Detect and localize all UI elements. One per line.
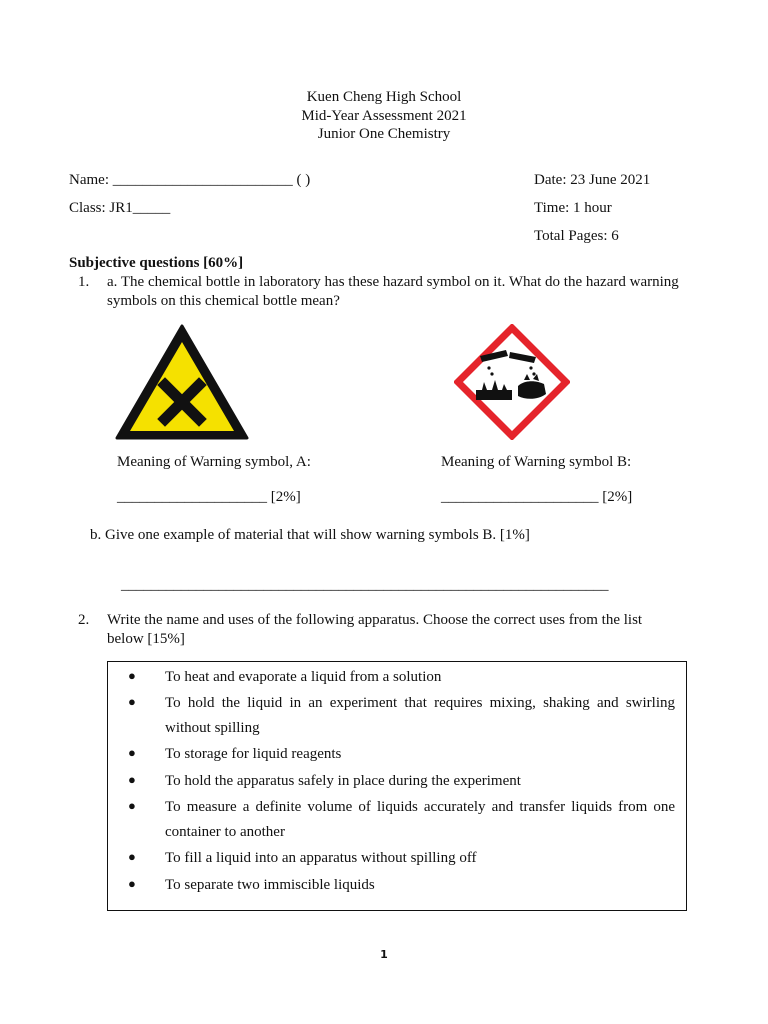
q2-number: 2. bbox=[78, 612, 90, 628]
assessment-title: Mid-Year Assessment 2021 bbox=[301, 108, 467, 124]
q1b-answer-line[interactable]: _________________________________________________________________ bbox=[121, 577, 609, 593]
exam-date: Date: 23 June 2021 bbox=[534, 172, 651, 188]
subject-title: Junior One Chemistry bbox=[317, 126, 451, 142]
q1a-text-line1: a. The chemical bottle in laboratory has these hazard symbol on it. What do the hazard warning bbox=[107, 274, 679, 290]
bullet-icon: ● bbox=[128, 798, 136, 813]
total-pages: Total Pages: 6 bbox=[534, 228, 619, 244]
bullet-icon: ● bbox=[128, 668, 136, 683]
school-name: Kuen Cheng High School bbox=[306, 89, 462, 105]
q2-text-line1: Write the name and uses of the following apparatus. Choose the correct uses from the list bbox=[107, 612, 643, 628]
symbol-b-label: Meaning of Warning symbol B: bbox=[441, 454, 632, 470]
symbol-a-label: Meaning of Warning symbol, A: bbox=[117, 454, 311, 470]
q1-number: 1. bbox=[78, 274, 90, 290]
symbol-a-answer-line[interactable]: ____________________ [2%] bbox=[117, 489, 301, 505]
q1b-text: b. Give one example of material that will show warning symbols B. [1%] bbox=[90, 527, 530, 543]
page-number: 1 bbox=[380, 948, 388, 961]
name-field: Name: ________________________ ( ) bbox=[69, 172, 311, 188]
bullet-icon: ● bbox=[128, 694, 136, 709]
bullet-icon: ● bbox=[128, 772, 136, 787]
uses-list-box: ● To heat and evaporate a liquid from a solution ● To hold the liquid in an experiment that requires mixing, shaking and swirling without spilling ● To storage for liquid reagents ● To hold the apparatus safely in place during the experiment ● To measure a definite volume of liquids accurately and transfer liquids from one container to another ● To fill a liquid into an apparatus without spilling off ● To separate two immiscible liquids bbox=[107, 661, 687, 911]
bullet-icon: ● bbox=[128, 849, 136, 864]
exam-time: Time: 1 hour bbox=[534, 200, 612, 216]
symbol-b-answer-line[interactable]: _____________________ [2%] bbox=[441, 489, 633, 505]
class-field: Class: JR1_____ bbox=[69, 200, 171, 216]
q1a-text-line2: symbols on this chemical bottle mean? bbox=[107, 293, 340, 309]
bullet-icon: ● bbox=[128, 745, 136, 760]
harmful-irritant-icon bbox=[113, 322, 251, 442]
corrosive-icon bbox=[454, 324, 570, 440]
q2-text-line2: below [15%] bbox=[107, 631, 185, 647]
section-title: Subjective questions [60%] bbox=[69, 255, 244, 271]
bullet-icon: ● bbox=[128, 876, 136, 891]
